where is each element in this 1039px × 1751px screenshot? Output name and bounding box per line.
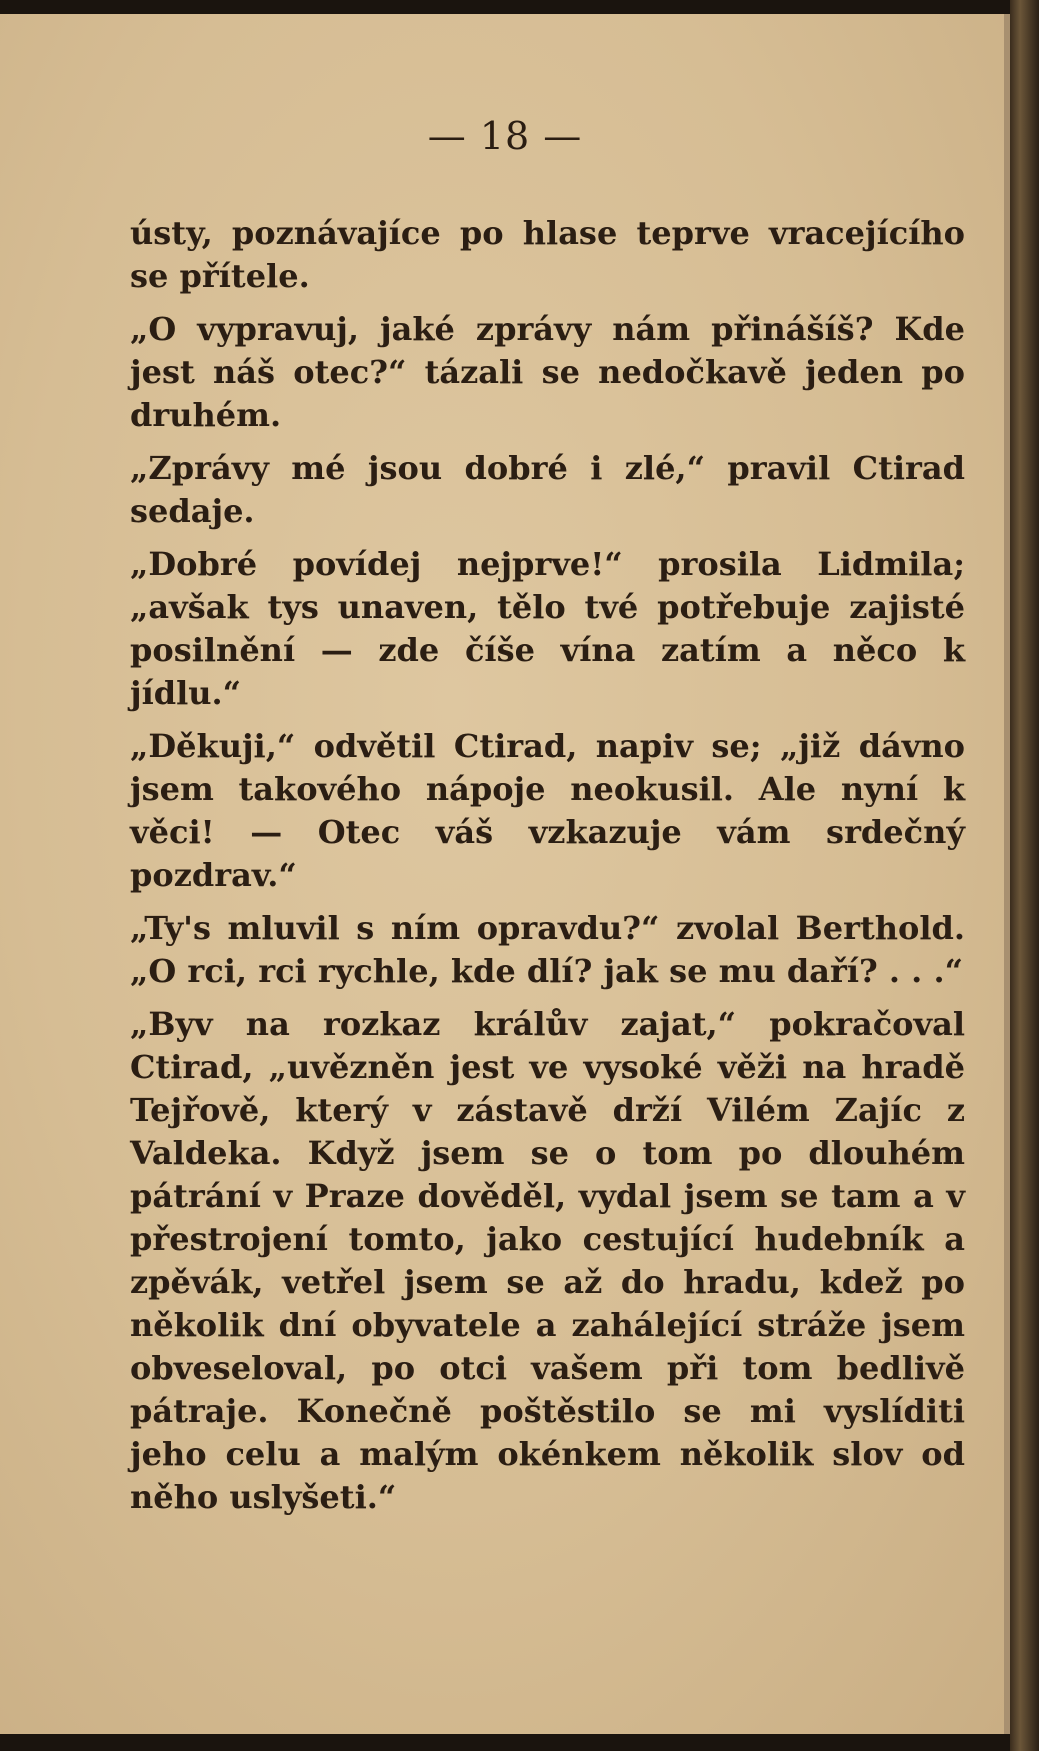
body-text — [130, 212, 965, 1529]
paragraph: „Děkuji,“ odvětil Ctirad, napiv se; „již dávno jsem takového nápoje neokusil. Ale nyní k věci! — Otec váš vzkazuje vám srdečný pozdrav.“ — [130, 727, 965, 894]
book-page — [0, 14, 1010, 1734]
paragraph: ústy, poznávajíce po hlase teprve vracejícího se přítele. — [130, 214, 965, 295]
book-spine-edge — [1010, 0, 1039, 1751]
paragraph: „Dobré povídej nejprve!“ prosila Lidmila; „avšak tys unaven, tělo tvé potřebuje zajisté posilnění — zde číše vína zatím a něco k jídlu.“ — [130, 545, 965, 712]
paragraph: „Ty's mluvil s ním opravdu?“ zvolal Berthold. „O rci, rci rychle, kde dlí? jak se mu daří? . . .“ — [130, 909, 965, 990]
paragraph: „O vypravuj, jaké zprávy nám přinášíš? Kde jest náš otec?“ tázali se nedočkavě jeden po druhém. — [130, 310, 965, 434]
page-number: — 18 — — [427, 114, 583, 158]
paragraph: „Zprávy mé jsou dobré i zlé,“ pravil Ctirad sedaje. — [130, 449, 965, 530]
paragraph: „Byv na rozkaz králův zajat,“ pokračoval Ctirad, „uvězněn jest ve vysoké věži na hradě Tejřově, který v zástavě drží Vilém Zajíc z Valdeka. Když jsem se o tom po dlouhém pátrání v Praze dověděl, vydal jsem se tam a v přestrojení tomto, jako cestující hudebník a zpěvák, vetřel jsem se až do hradu, kdež po několik dní obyvatele a zahálející stráže jsem obveseloval, po otci vašem při tom bedlivě pátraje. Konečně poštěstilo se mi vyslíditi jeho celu a malým okénkem několik slov od něho uslyšeti.“ — [130, 1005, 965, 1516]
